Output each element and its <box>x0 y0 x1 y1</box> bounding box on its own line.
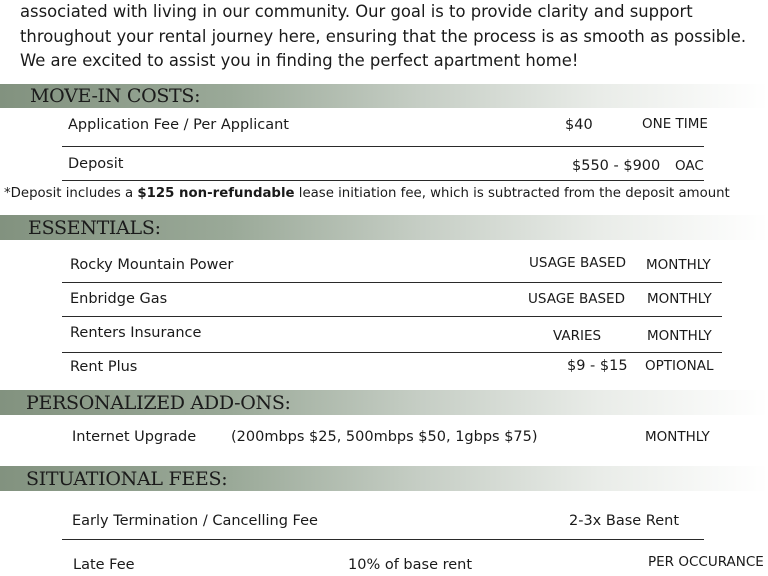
rent-plus-term: OPTIONAL <box>645 358 714 374</box>
late-fee-label: Late Fee <box>73 557 135 573</box>
enbridge-gas-label: Enbridge Gas <box>70 291 168 307</box>
row-divider <box>62 539 704 540</box>
internet-upgrade-detail: (200mbps $25, 500mbps $50, 1gbps $75) <box>231 429 538 445</box>
rent-plus-label: Rent Plus <box>70 359 138 375</box>
deposit-label: Deposit <box>68 156 124 172</box>
application-fee-term: ONE TIME <box>642 116 708 132</box>
enbridge-gas-term: MONTHLY <box>647 291 712 307</box>
deposit-term: OAC <box>675 158 704 174</box>
rocky-mountain-power-amount: USAGE BASED <box>529 255 626 271</box>
early-termination-amount: 2-3x Base Rent <box>569 513 680 529</box>
row-divider <box>62 146 704 147</box>
renters-insurance-term: MONTHLY <box>647 328 712 344</box>
renters-insurance-label: Renters Insurance <box>70 325 202 341</box>
deposit-amount: $550 - $900 <box>572 158 661 174</box>
row-divider <box>62 282 722 283</box>
row-divider <box>62 352 722 353</box>
situational-heading: SITUATIONAL FEES: <box>26 468 228 490</box>
essentials-heading: ESSENTIALS: <box>28 217 161 239</box>
deposit-note-bold: $125 non-refundable <box>137 186 295 201</box>
internet-upgrade-term: MONTHLY <box>645 429 710 445</box>
row-divider <box>62 316 722 317</box>
enbridge-gas-amount: USAGE BASED <box>528 291 625 307</box>
addons-heading: PERSONALIZED ADD-ONS: <box>26 392 291 414</box>
deposit-note <box>4 186 730 201</box>
deposit-note-suffix: lease initiation fee, which is subtracted from the deposit amount <box>294 186 730 201</box>
early-termination-label: Early Termination / Cancelling Fee <box>72 513 318 529</box>
renters-insurance-amount: VARIES <box>553 328 602 344</box>
rocky-mountain-power-label: Rocky Mountain Power <box>70 257 234 273</box>
application-fee-label: Application Fee / Per Applicant <box>68 117 289 133</box>
rent-plus-amount: $9 - $15 <box>567 358 628 374</box>
deposit-note-prefix: *Deposit includes a <box>4 186 138 201</box>
internet-upgrade-label: Internet Upgrade <box>72 429 197 445</box>
late-fee-amount: 10% of base rent <box>348 557 473 573</box>
move-in-costs-heading: MOVE-IN COSTS: <box>30 85 201 107</box>
rocky-mountain-power-term: MONTHLY <box>646 257 711 273</box>
late-fee-term: PER OCCURANCE <box>648 554 764 570</box>
application-fee-amount: $40 <box>565 117 593 133</box>
intro-paragraph: associated with living in our community. Our goal is to provide clarity and support throughout your rental journey here, ensuring that the process is as smooth as possible. We are excited to assist you in finding the perfect apartment home! <box>20 2 747 70</box>
row-divider <box>62 180 704 181</box>
